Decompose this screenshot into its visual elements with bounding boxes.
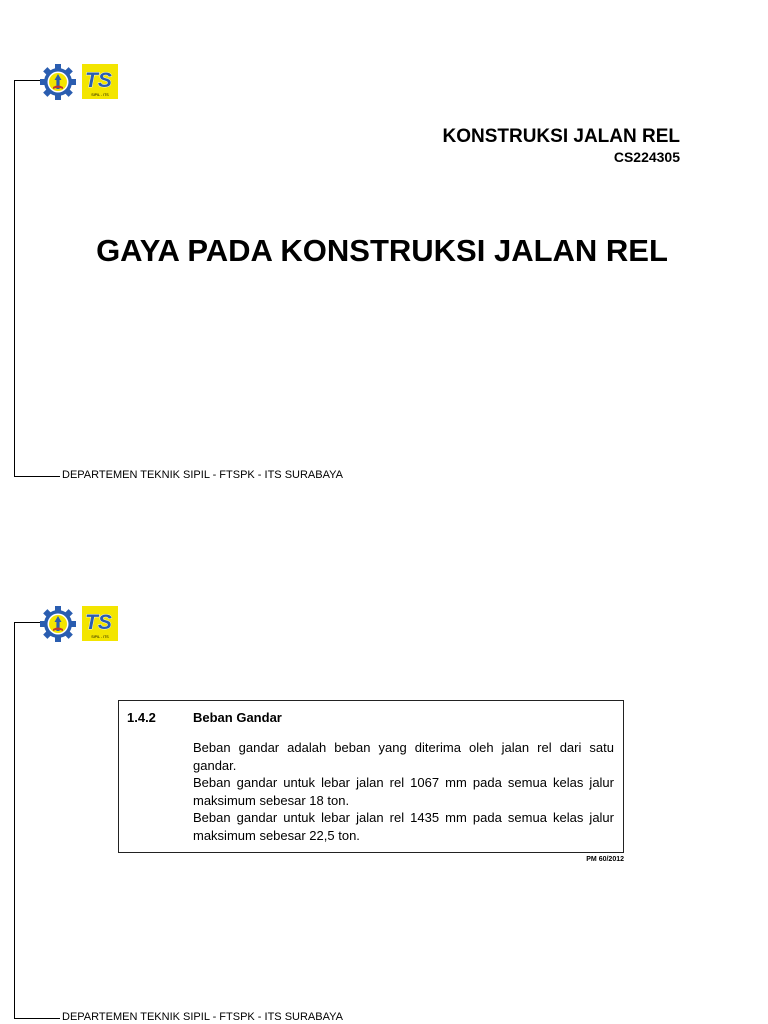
frame-top-line (14, 80, 40, 81)
logo-badge-text: TS (85, 611, 112, 634)
section-number: 1.4.2 (127, 710, 156, 725)
paragraph-line: Beban gandar adalah beban yang diterima oleh jalan rel dari satu (193, 740, 614, 755)
frame-bottom-line (14, 476, 60, 477)
paragraph-line: Beban gandar untuk lebar jalan rel 1067 mm pada semua kelas jalur (193, 775, 614, 791)
paragraph-line: gandar. (193, 757, 237, 773)
logo-badge-subtext: SIPIL - ITS (91, 635, 109, 639)
frame-top-line (14, 622, 40, 623)
paragraph-line: Beban gandar untuk lebar jalan rel 1435 mm pada semua kelas jalur (193, 810, 614, 826)
paragraph-line: maksimum sebesar 18 ton. (193, 792, 350, 808)
paragraph-line: maksimum sebesar 22,5 ton. (193, 827, 360, 843)
frame-left-line (14, 622, 15, 1019)
section-title: Beban Gandar (193, 710, 282, 725)
slide-footer: DEPARTEMEN TEKNIK SIPIL - FTSPK - ITS SURABAYA (62, 469, 343, 481)
logo-badge-text: TS (85, 69, 112, 92)
excerpt-body (193, 739, 614, 845)
source-citation: PM 60/2012 (586, 856, 624, 863)
logo-badge-subtext: SIPIL - ITS (91, 93, 109, 97)
its-gear-logo-icon (40, 64, 76, 100)
regulation-excerpt-box (118, 700, 624, 853)
frame-bottom-line (14, 1018, 60, 1019)
sipil-its-logo-icon (82, 64, 118, 99)
slide-title: GAYA PADA KONSTRUKSI JALAN REL (96, 233, 668, 268)
course-name: KONSTRUKSI JALAN REL (442, 126, 680, 147)
sipil-its-logo-icon (82, 606, 118, 641)
course-code: CS224305 (613, 149, 680, 165)
frame-left-line (14, 80, 15, 477)
slide-footer: DEPARTEMEN TEKNIK SIPIL - FTSPK - ITS SURABAYA (62, 1011, 343, 1023)
its-gear-logo-icon (40, 606, 76, 642)
slide-2 (0, 542, 768, 1024)
